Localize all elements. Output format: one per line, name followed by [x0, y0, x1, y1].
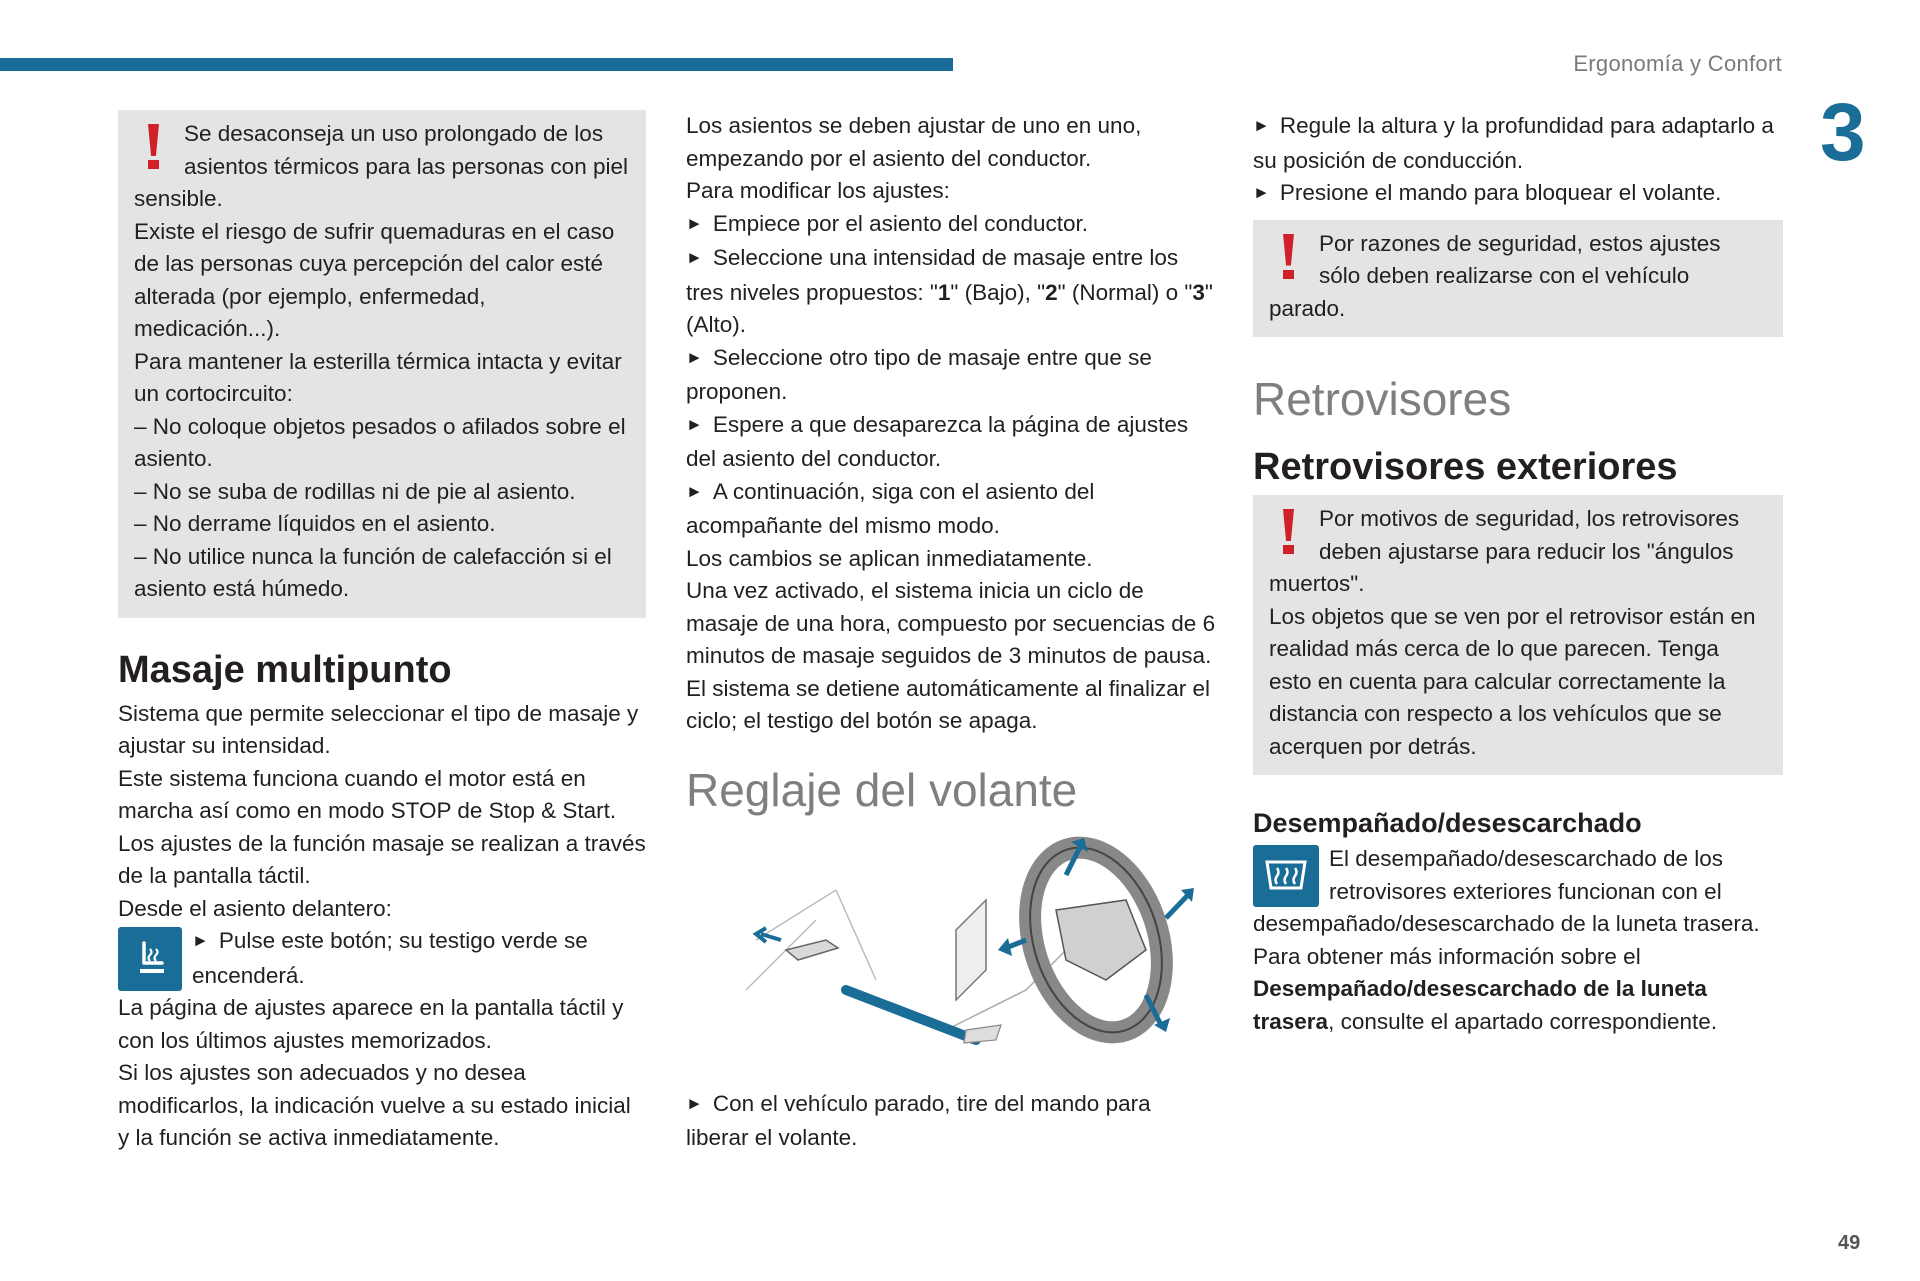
- defrost-paragraph: [1253, 843, 1783, 941]
- warning-text: Se desaconseja un uso prolongado de los asientos térmicos para las personas con piel sensible.: [134, 121, 628, 211]
- paragraph: Este sistema funciona cuando el motor está en marcha así como en modo STOP de Stop & Start.: [118, 765, 617, 823]
- bullet-item: ► Seleccione una intensidad de masaje entre los tres niveles propuestos: "1" (Bajo), "2" (Normal) o "3" (Alto).: [686, 242, 1216, 342]
- paragraph: Sistema que permite seleccionar el tipo de masaje y ajustar su intensidad.: [118, 700, 639, 758]
- heading-masaje: Masaje multipunto: [118, 648, 452, 691]
- bullet-item: ► Pulse este botón; su testigo verde se encenderá.: [118, 925, 646, 992]
- bullet-item: ► Presione el mando para bloquear el volante.: [1253, 177, 1783, 212]
- section-title: Ergonomía y Confort: [1573, 51, 1782, 76]
- warning-list-item: – No utilice nunca la función de calefacción si el asiento está húmedo.: [134, 543, 612, 601]
- paragraph: Los ajustes de la función masaje se realizan a través de la pantalla táctil.: [118, 830, 646, 888]
- warning-text: Existe el riesgo de sufrir quemaduras en el caso de las personas cuya percepción del calor esté alterada (por ejemplo, enfermedad, medicación...).: [134, 218, 615, 341]
- warning-box-steering: [1253, 220, 1783, 338]
- paragraph: El desempañado/desescarchado de los retrovisores exteriores funcionan con el desempañado/desescarchado de la luneta trasera.: [1253, 846, 1760, 936]
- paragraph: Para obtener más información sobre el Desempañado/desescarchado de la luneta trasera, consulte el apartado correspondiente.: [1253, 943, 1718, 1034]
- massage-button-instruction: [118, 925, 646, 992]
- bullet-item: ► Empiece por el asiento del conductor.: [686, 208, 1216, 243]
- paragraph: Una vez activado, el sistema inicia un ciclo de masaje de una hora, compuesto por secuencias de 6 minutos de masaje seguidos de 3 minutos de pausa.: [686, 578, 1216, 668]
- warning-text: Para mantener la esterilla térmica intacta y evitar un cortocircuito:: [134, 348, 622, 406]
- bullet-item: ► Regule la altura y la profundidad para adaptarlo a su posición de conducción.: [1253, 110, 1783, 177]
- heading-reglaje-volante: Reglaje del volante: [686, 763, 1078, 816]
- bullet-item: ► Con el vehículo parado, tire del mando para liberar el volante.: [686, 1088, 1216, 1155]
- heading-retrovisores: Retrovisores: [1253, 373, 1512, 425]
- warning-box-heated-seats: [118, 110, 646, 618]
- warning-text: Por motivos de seguridad, los retrovisores deben ajustarse para reducir los "ángulos muertos".: [1269, 506, 1740, 596]
- column-3: [1253, 110, 1783, 1038]
- chapter-number: 3: [1820, 87, 1866, 178]
- bullet-item: ► Seleccione otro tipo de masaje entre que se proponen.: [686, 342, 1216, 409]
- warning-list-item: – No coloque objetos pesados o afilados sobre el asiento.: [134, 413, 626, 471]
- warning-text: Los objetos que se ven por el retrovisor están en realidad más cerca de lo que parecen. Tenga esto en cuenta para calcular correctamente la distancia con respecto a los vehículos que se acerquen por detrás.: [1269, 603, 1756, 759]
- warning-exclamation-icon: [134, 122, 184, 178]
- heading-desempanado: Desempañado/desescarchado: [1253, 808, 1642, 838]
- header-accent-bar: [0, 58, 953, 71]
- warning-exclamation-icon: [1269, 507, 1319, 563]
- warning-exclamation-icon: [1269, 232, 1319, 288]
- warning-text: Por razones de seguridad, estos ajustes sólo deben realizarse con el vehículo parado.: [1269, 230, 1721, 321]
- paragraph: Los cambios se aplican inmediatamente.: [686, 545, 1093, 571]
- page-number: 49: [1838, 1232, 1861, 1254]
- paragraph: Para modificar los ajustes:: [686, 178, 950, 203]
- massage-seat-icon: [118, 927, 182, 991]
- paragraph: Desde el asiento delantero:: [118, 895, 392, 921]
- warning-box-mirrors: [1253, 495, 1783, 775]
- bullet-item: ► Espere a que desaparezca la página de ajustes del asiento del conductor.: [686, 409, 1216, 476]
- steering-wheel-illustration: [726, 830, 1196, 1080]
- bullet-item: ► A continuación, siga con el asiento del acompañante del mismo modo.: [686, 476, 1216, 543]
- paragraph: Los asientos se deben ajustar de uno en uno, empezando por el asiento del conductor.: [686, 113, 1142, 171]
- column-1: [118, 110, 646, 1155]
- paragraph: La página de ajustes aparece en la pantalla táctil y con los últimos ajustes memorizados.: [118, 995, 624, 1053]
- paragraph: Si los ajustes son adecuados y no desea modificarlos, la indicación vuelve a su estado inicial y la función se activa inmediatamente.: [118, 1060, 631, 1150]
- warning-list-item: – No derrame líquidos en el asiento.: [134, 511, 496, 536]
- warning-list-item: – No se suba de rodillas ni de pie al asiento.: [134, 478, 576, 504]
- column-2: [686, 110, 1216, 1155]
- rear-defrost-icon: [1253, 845, 1319, 907]
- paragraph: El sistema se detiene automáticamente al finalizar el ciclo; el testigo del botón se apaga.: [686, 675, 1211, 733]
- heading-retrovisores-exteriores: Retrovisores exteriores: [1253, 446, 1678, 488]
